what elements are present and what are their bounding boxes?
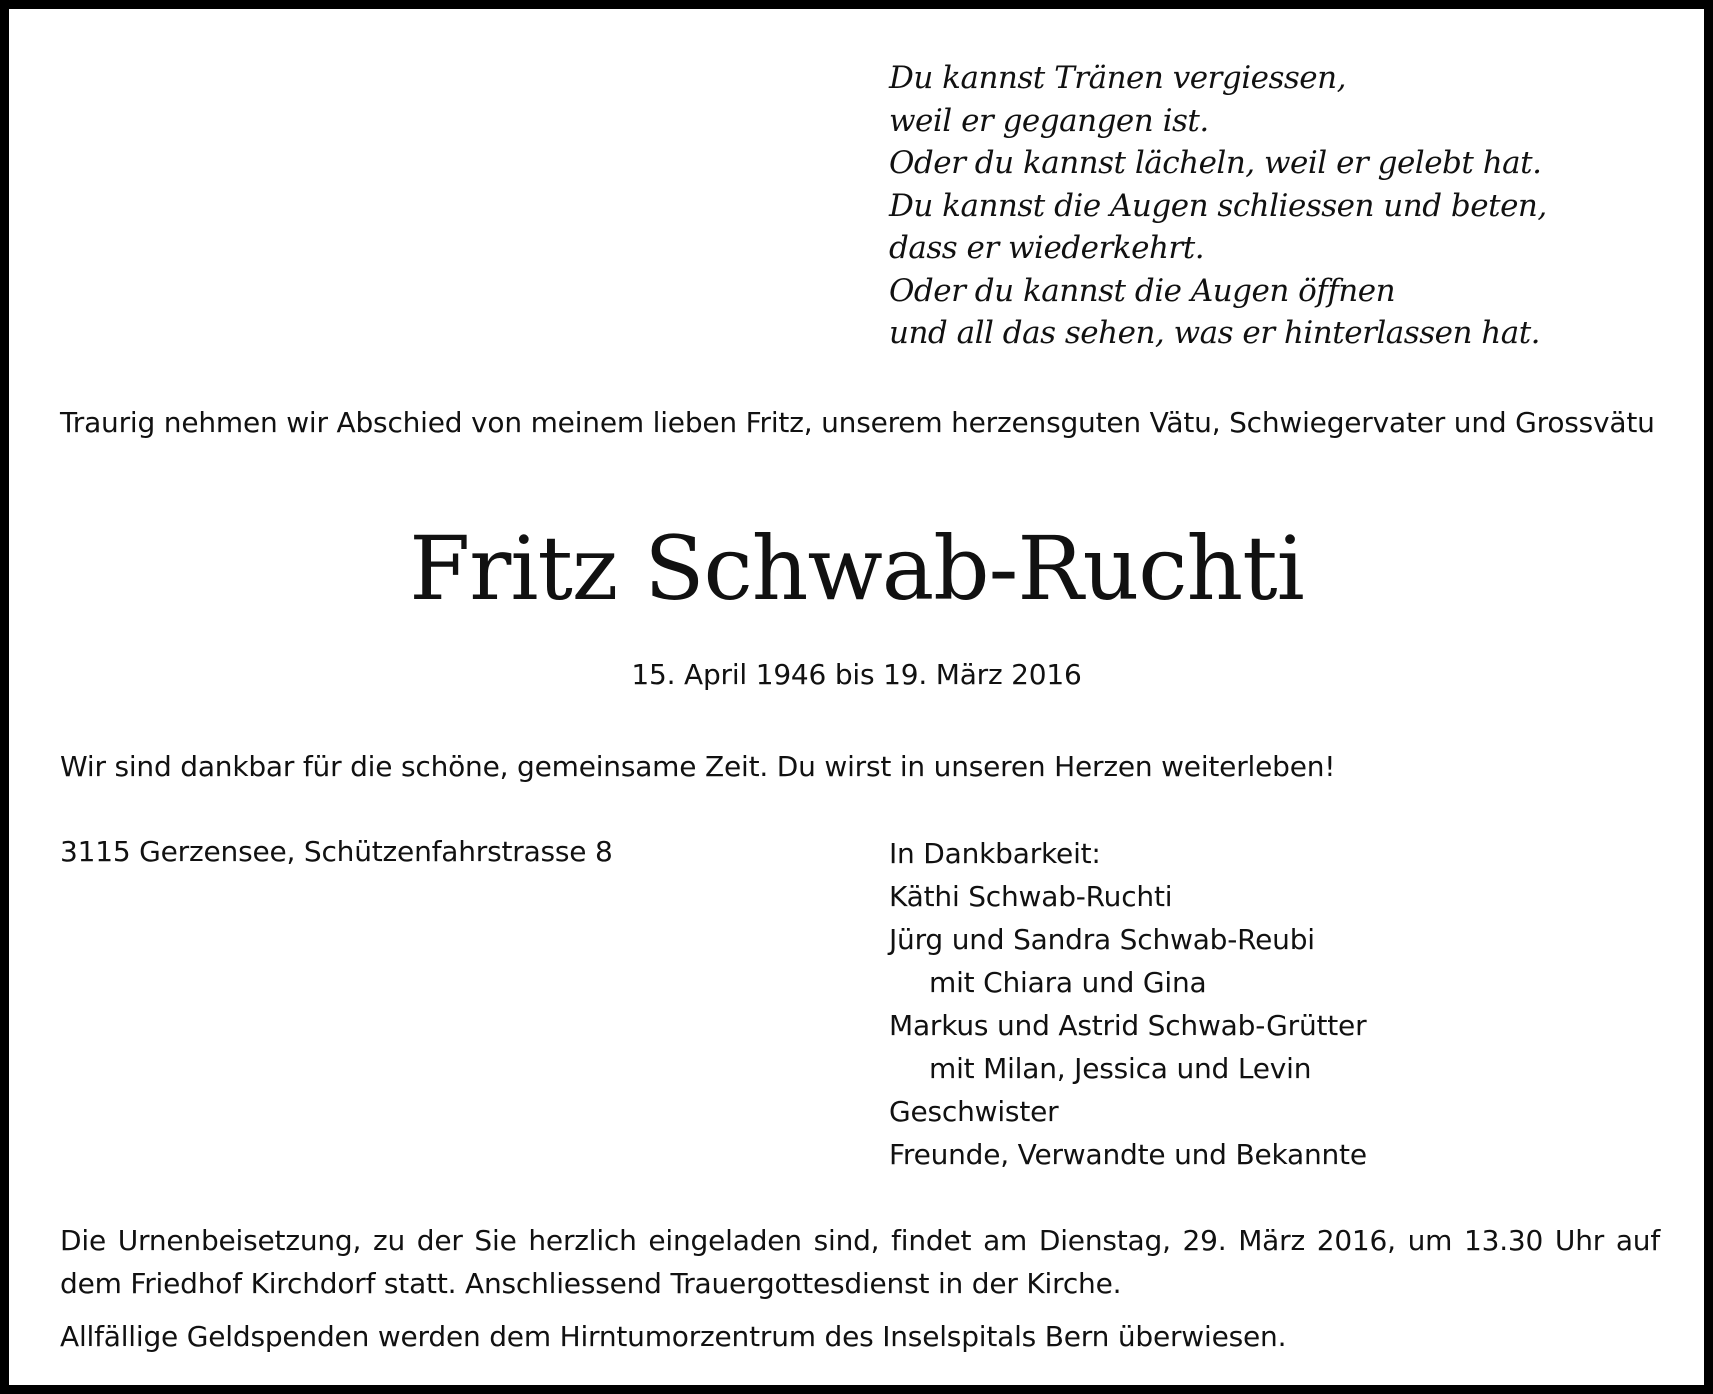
ceremony-info: Die Urnenbeisetzung, zu der Sie herzlich eingeladen sind, findet am Dienstag, 29. März 2016, um 13.30 Uhr auf dem Friedhof Kirchdorf statt. Anschliessend Trauergottesdienst in der Kirche. [60,1224,1660,1300]
mourner-entry-children: mit Chiara und Gina [929,966,1207,999]
poem-line: Oder du kannst lächeln, weil er gelebt hat. [889,145,1542,181]
poem-line: dass er wiederkehrt. [889,230,1205,266]
poem-line: und all das sehen, was er hinterlassen hat. [889,315,1541,351]
intro-text: Traurig nehmen wir Abschied von meinem lieben Fritz, unserem herzensguten Vätu, Schwiegervater und Grossvätu [60,406,1655,439]
mourners-list [889,832,1367,1176]
mourner-entry: Freunde, Verwandte und Bekannte [889,1138,1367,1171]
deceased-name: Fritz Schwab-Ruchti [409,517,1304,620]
mourner-entry-children: mit Milan, Jessica und Levin [929,1052,1312,1085]
donations-info: Allfällige Geldspenden werden dem Hirntumorzentrum des Inselspitals Bern überwiesen. [60,1320,1287,1353]
poem-line: Du kannst die Augen schliessen und beten, [889,187,1547,224]
mourners-heading: In Dankbarkeit: [889,837,1101,870]
mourner-entry: Käthi Schwab-Ruchti [889,880,1173,913]
family-address: 3115 Gerzensee, Schützenfahrstrasse 8 [60,835,613,868]
mourner-entry: Markus und Astrid Schwab-Grütter [889,1009,1367,1042]
poem-line: Du kannst Tränen vergiessen, [889,60,1346,96]
poem-line: Oder du kannst die Augen öffnen [889,272,1396,309]
life-dates: 15. April 1946 bis 19. März 2016 [631,658,1082,691]
gratitude-text: Wir sind dankbar für die schöne, gemeinsame Zeit. Du wirst in unseren Herzen weiterleben! [60,750,1336,783]
poem-line: weil er gegangen ist. [889,102,1209,139]
mourner-entry: Geschwister [889,1095,1059,1128]
poem [889,57,1547,355]
mourner-entry: Jürg und Sandra Schwab-Reubi [889,923,1315,956]
